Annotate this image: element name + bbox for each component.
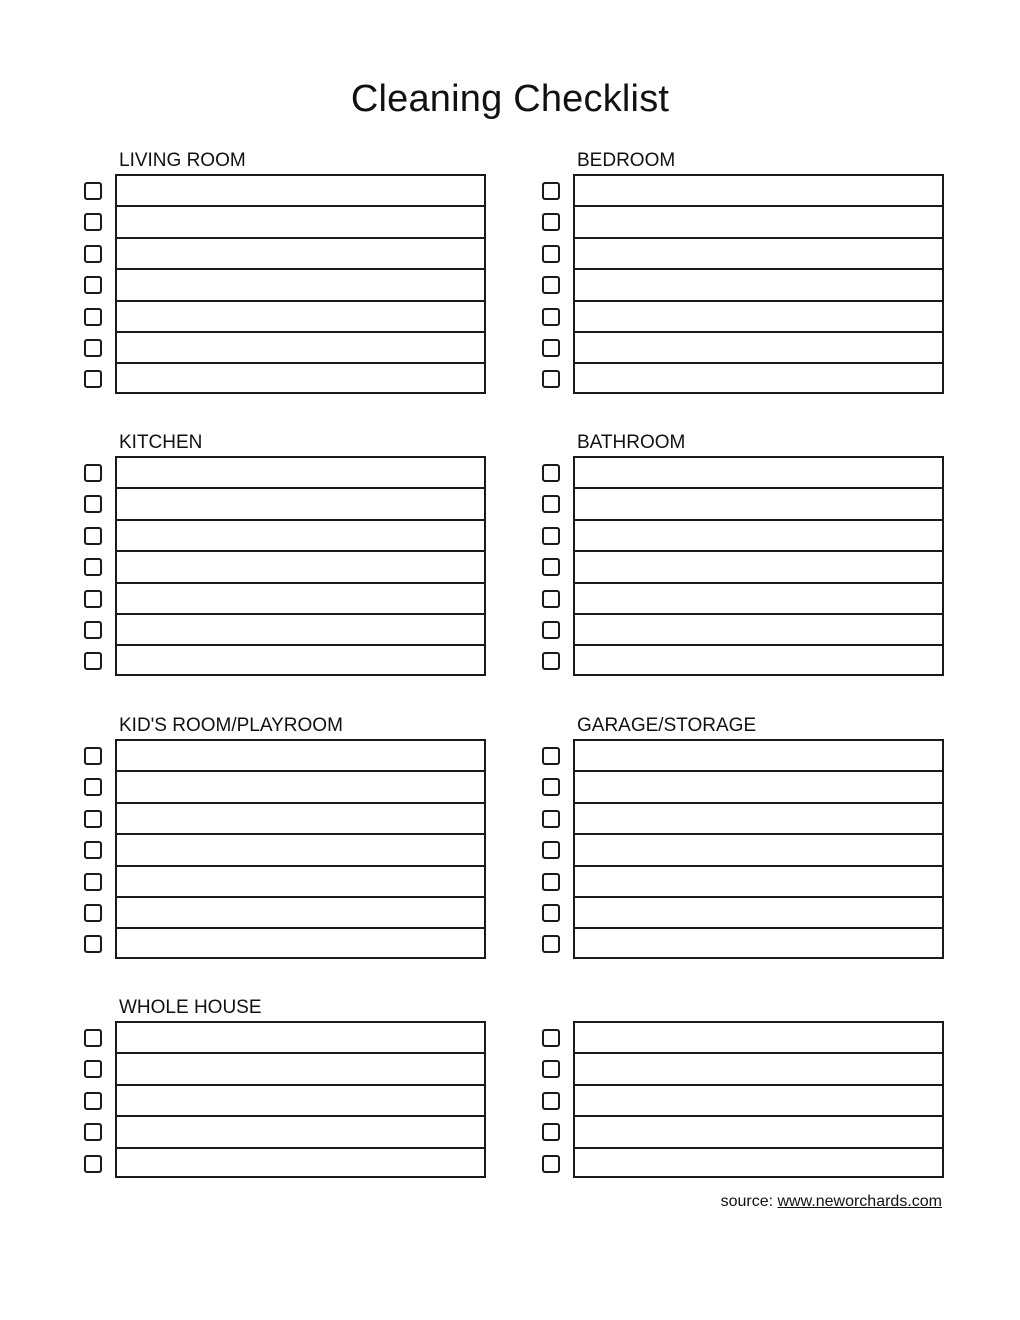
checklist-rows	[84, 174, 464, 394]
checkbox[interactable]	[84, 747, 102, 765]
checklist-rows	[542, 1021, 922, 1178]
checklist-row	[84, 174, 464, 205]
checklist-row	[542, 582, 922, 613]
checkbox[interactable]	[84, 1060, 102, 1078]
task-entry-field[interactable]	[115, 300, 486, 331]
task-entry-field[interactable]	[573, 739, 944, 770]
checkbox[interactable]	[542, 873, 560, 891]
checkbox[interactable]	[84, 904, 102, 922]
checklist-row	[84, 1084, 464, 1115]
checkbox[interactable]	[84, 308, 102, 326]
task-entry-field[interactable]	[115, 456, 486, 487]
checklist-rows	[84, 1021, 464, 1178]
task-entry-field[interactable]	[115, 927, 486, 958]
checklist-row	[542, 1115, 922, 1146]
checklist-row	[84, 1021, 464, 1052]
task-entry-field[interactable]	[115, 1147, 486, 1178]
checklist-row	[542, 1147, 922, 1178]
checkbox[interactable]	[542, 339, 560, 357]
checkbox[interactable]	[542, 213, 560, 231]
checkbox[interactable]	[84, 495, 102, 513]
checklist-rows	[84, 456, 464, 676]
task-entry-field[interactable]	[573, 174, 944, 205]
task-entry-field[interactable]	[573, 331, 944, 362]
task-entry-field[interactable]	[115, 331, 486, 362]
checklist-row	[542, 331, 922, 362]
checklist-row	[84, 739, 464, 770]
checkbox[interactable]	[84, 527, 102, 545]
checklist-row	[84, 582, 464, 613]
checklist-row	[84, 865, 464, 896]
checklist-row	[84, 268, 464, 299]
checklist-row	[84, 833, 464, 864]
section-label: WHOLE HOUSE	[119, 997, 262, 1018]
task-entry-field[interactable]	[573, 802, 944, 833]
checkbox[interactable]	[84, 621, 102, 639]
checkbox[interactable]	[542, 1123, 560, 1141]
checkbox[interactable]	[84, 370, 102, 388]
task-entry-field[interactable]	[115, 1084, 486, 1115]
checkbox[interactable]	[542, 1029, 560, 1047]
task-entry-field[interactable]	[573, 1021, 944, 1052]
task-entry-field[interactable]	[115, 1052, 486, 1083]
checklist-row	[84, 1052, 464, 1083]
checkbox[interactable]	[542, 558, 560, 576]
checkbox[interactable]	[84, 276, 102, 294]
task-entry-field[interactable]	[573, 550, 944, 581]
checklist-row	[542, 205, 922, 236]
checkbox[interactable]	[84, 778, 102, 796]
checkbox[interactable]	[84, 873, 102, 891]
checkbox[interactable]	[542, 1155, 560, 1173]
checklist-row	[84, 550, 464, 581]
checkbox[interactable]	[542, 841, 560, 859]
checklist-row	[542, 927, 922, 958]
task-entry-field[interactable]	[573, 927, 944, 958]
checkbox[interactable]	[84, 182, 102, 200]
checkbox[interactable]	[542, 245, 560, 263]
task-entry-field[interactable]	[573, 1115, 944, 1146]
checkbox[interactable]	[542, 370, 560, 388]
checklist-row	[542, 550, 922, 581]
task-entry-field[interactable]	[573, 1147, 944, 1178]
checklist-row	[84, 927, 464, 958]
checkbox[interactable]	[84, 1123, 102, 1141]
checklist-row	[84, 237, 464, 268]
task-entry-field[interactable]	[115, 833, 486, 864]
checklist-row	[84, 896, 464, 927]
section-label: KID'S ROOM/PLAYROOM	[119, 715, 343, 736]
source-credit	[721, 1192, 942, 1212]
task-entry-field[interactable]	[573, 865, 944, 896]
source-link[interactable]: www.neworchards.com	[777, 1193, 942, 1210]
checklist-row	[542, 1021, 922, 1052]
checklist-row	[84, 802, 464, 833]
task-entry-field[interactable]	[115, 582, 486, 613]
checkbox[interactable]	[542, 1060, 560, 1078]
checkbox[interactable]	[84, 1155, 102, 1173]
task-entry-field[interactable]	[573, 456, 944, 487]
task-entry-field[interactable]	[115, 865, 486, 896]
checklist-row	[542, 237, 922, 268]
checkbox[interactable]	[542, 810, 560, 828]
checklist-row	[542, 268, 922, 299]
checkbox[interactable]	[84, 1029, 102, 1047]
page-title: Cleaning Checklist	[350, 78, 670, 120]
checklist-row	[542, 362, 922, 393]
task-entry-field[interactable]	[115, 550, 486, 581]
checkbox[interactable]	[84, 810, 102, 828]
checklist-row	[84, 1147, 464, 1178]
checklist-row	[542, 1052, 922, 1083]
task-entry-field[interactable]	[115, 644, 486, 675]
checklist-row	[84, 205, 464, 236]
checklist-row	[542, 739, 922, 770]
task-entry-field[interactable]	[115, 896, 486, 927]
checkbox[interactable]	[84, 245, 102, 263]
checkbox[interactable]	[542, 495, 560, 513]
task-entry-field[interactable]	[573, 237, 944, 268]
checklist-row	[542, 456, 922, 487]
checkbox[interactable]	[84, 558, 102, 576]
task-entry-field[interactable]	[573, 644, 944, 675]
checklist-row	[84, 770, 464, 801]
task-entry-field[interactable]	[573, 770, 944, 801]
task-entry-field[interactable]	[573, 268, 944, 299]
source-prefix: source:	[720, 1193, 774, 1210]
task-entry-field[interactable]	[573, 896, 944, 927]
checkbox[interactable]	[542, 1092, 560, 1110]
task-entry-field[interactable]	[115, 487, 486, 518]
checklist-row	[542, 174, 922, 205]
task-entry-field[interactable]	[573, 1084, 944, 1115]
checkbox[interactable]	[84, 464, 102, 482]
checklist-row	[542, 644, 922, 675]
section-label: LIVING ROOM	[119, 150, 246, 171]
section-label: BATHROOM	[577, 432, 686, 453]
checkbox[interactable]	[84, 652, 102, 670]
section-label: BEDROOM	[577, 150, 676, 171]
checkbox[interactable]	[542, 182, 560, 200]
checklist-row	[542, 487, 922, 518]
checkbox[interactable]	[84, 590, 102, 608]
checklist-row	[542, 865, 922, 896]
task-entry-field[interactable]	[115, 1115, 486, 1146]
task-entry-field[interactable]	[115, 268, 486, 299]
checkbox[interactable]	[84, 1092, 102, 1110]
task-entry-field[interactable]	[573, 582, 944, 613]
checkbox[interactable]	[84, 841, 102, 859]
task-entry-field[interactable]	[115, 613, 486, 644]
checklist-row	[84, 519, 464, 550]
section-label: GARAGE/STORAGE	[577, 715, 757, 736]
checklist-row	[84, 487, 464, 518]
task-entry-field[interactable]	[115, 519, 486, 550]
checkbox[interactable]	[542, 276, 560, 294]
checkbox[interactable]	[542, 308, 560, 326]
checkbox[interactable]	[542, 464, 560, 482]
checkbox[interactable]	[542, 652, 560, 670]
task-entry-field[interactable]	[115, 770, 486, 801]
checkbox[interactable]	[542, 621, 560, 639]
task-entry-field[interactable]	[573, 205, 944, 236]
checklist-row	[542, 519, 922, 550]
section-label: KITCHEN	[119, 432, 203, 453]
task-entry-field[interactable]	[573, 300, 944, 331]
checklist-row	[84, 362, 464, 393]
checklist-row	[542, 770, 922, 801]
task-entry-field[interactable]	[573, 833, 944, 864]
task-entry-field[interactable]	[573, 519, 944, 550]
checklist-row	[542, 833, 922, 864]
checklist-rows	[84, 739, 464, 959]
task-entry-field[interactable]	[115, 1021, 486, 1052]
checkbox[interactable]	[542, 904, 560, 922]
checkbox[interactable]	[84, 935, 102, 953]
checkbox[interactable]	[84, 339, 102, 357]
checklist-rows	[542, 739, 922, 959]
checkbox[interactable]	[542, 527, 560, 545]
checklist-row	[84, 1115, 464, 1146]
checklist-row	[84, 644, 464, 675]
checklist-row	[84, 613, 464, 644]
checklist-row	[84, 456, 464, 487]
task-entry-field[interactable]	[115, 739, 486, 770]
task-entry-field[interactable]	[573, 362, 944, 393]
checklist-row	[84, 300, 464, 331]
checklist-row	[542, 300, 922, 331]
checklist-row	[542, 896, 922, 927]
task-entry-field[interactable]	[573, 487, 944, 518]
checklist-row	[542, 613, 922, 644]
task-entry-field[interactable]	[115, 237, 486, 268]
task-entry-field[interactable]	[573, 1052, 944, 1083]
checkbox[interactable]	[542, 935, 560, 953]
checkbox[interactable]	[542, 778, 560, 796]
checklist-row	[84, 331, 464, 362]
checklist-row	[542, 1084, 922, 1115]
task-entry-field[interactable]	[115, 362, 486, 393]
task-entry-field[interactable]	[115, 205, 486, 236]
task-entry-field[interactable]	[115, 174, 486, 205]
checklist-row	[542, 802, 922, 833]
checkbox[interactable]	[84, 213, 102, 231]
task-entry-field[interactable]	[573, 613, 944, 644]
checklist-rows	[542, 456, 922, 676]
task-entry-field[interactable]	[115, 802, 486, 833]
checkbox[interactable]	[542, 590, 560, 608]
checkbox[interactable]	[542, 747, 560, 765]
checklist-rows	[542, 174, 922, 394]
